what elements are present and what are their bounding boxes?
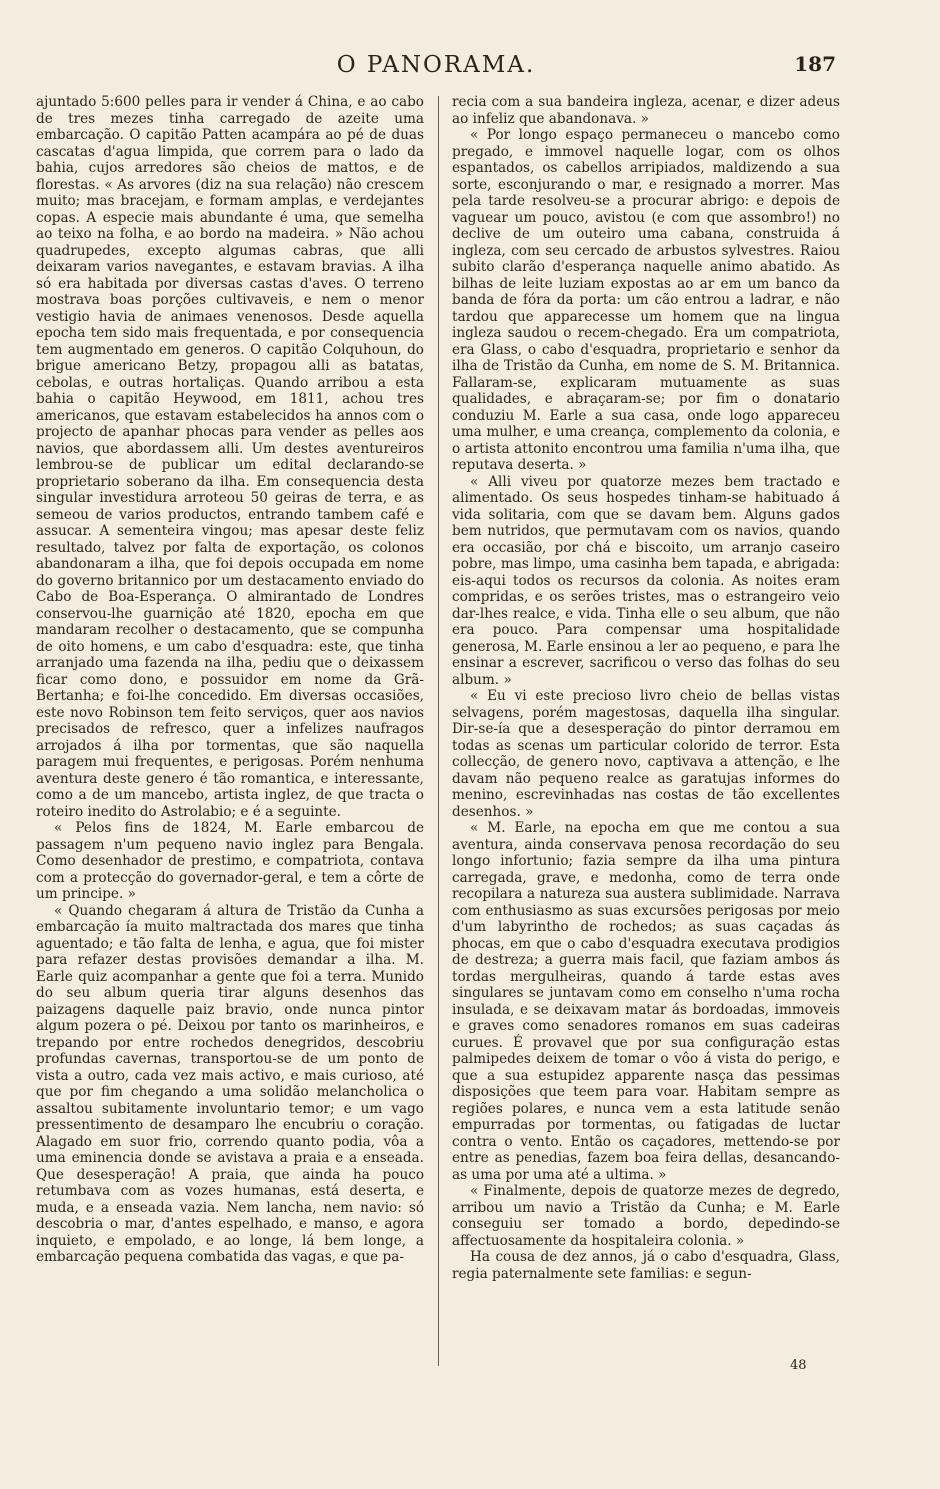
page-header [36,50,836,80]
paragraph: ajuntado 5:600 pelles para ir vender á China, e ao cabo de tres mezes tinha carregado de azeite uma embarcação. O capitão Patten acampára ao pé de duas cascatas d'agua limpida, que correm para o lado da bahia, cujos arredores são cheios de mattos, e de florestas. « As arvores (diz na sua relação) não crescem muito; mas bracejam, e formam amplas, e verdejantes copas. A especie mais abundante é uma, que semelha ao teixo na folha, e ao bordo na madeira. » Não achou quadrupedes, excepto algumas cabras, que alli deixaram varios navegantes, e estavam bravias. A ilha só era habitada por diversas castas d'aves. O terreno mostrava boas porções cultivaveis, e nem o menor vestigio havia de animaes venenosos. Desde aquella epocha tem sido mais frequentada, e por consequencia tem augmentado em generos. O capitão Colquhoun, do brigue americano Betzy, propagou alli as batatas, cebolas, e outras hortaliças. Quando arribou a esta bahia o capitão Heywood, em 1811, achou tres americanos, que estavam estabelecidos ha annos com o projecto de apanhar phocas para vender as pelles aos navios, que abordassem alli. Um destes aventureiros lembrou-se de publicar um edital declarando-se proprietario soberano da ilha. Em consequencia desta singular investidura arroteou 50 geiras de terra, e as semeou de varios productos, entrando tambem café e assucar. A sementeira vingou; mas apesar deste feliz resultado, talvez por falta de exportação, os colonos abandonaram a ilha, que foi depois occupada em nome do governo britannico por um destacamento enviado do Cabo de Boa-Esperança. O almirantado de Londres conservou-lhe guarnição até 1820, epocha em que mandaram recolher o destacamento, que se compunha de oito homens, e um cabo d'esquadra: este, que tinha arranjado uma fazenda na ilha, pediu que o deixassem ficar como dono, e possuidor em nome da Grã-Bertanha; e foi-lhe concedido. Em diversas occasiões, este novo Robinson tem feito serviços, quer aos navios precisados de refresco, quer a infelizes naufragos arrojados á ilha por tormentas, que são naquella paragem mui frequentes, e perigosas. Porém nenhuma aventura deste genero é tão romantica, e interessante, como a de um mancebo, artista inglez, de que tracta o roteiro inedito do Astrolabio; e é a seguinte. [36,94,424,820]
paragraph: « M. Earle, na epocha em que me contou a sua aventura, ainda conservava penosa recordação do seu longo infortunio; fazia sempre da ilha uma pintura carregada, grave, e medonha, como de terra onde recopilara a natureza sua austera sublimidade. Narrava com enthusiasmo as suas excursões perigosas por meio d'um labyrintho de rochedos; as suas caçadas ás phocas, em que o cabo d'esquadra executava prodigios de destreza; a guerra mais facil, que faziam ambos ás tordas mergulheiras, quando á tarde estas aves singulares se juntavam como em conselho n'uma rocha insulada, e se deixavam matar ás bordoadas, immoveis e graves como senadores romanos em suas cadeiras curues. É provavel que por sua configuração estas palmipedes deixem de tomar o vôo á vista do perigo, e que a sua estupidez apparente nasça das pessimas disposições que teem para voar. Habitam sempre as regiões polares, e nunca vem a esta latitude senão empurradas por tormentas, ou fatigadas de luctar contra o vento. Então os caçadores, mettendo-se por entre as penedias, fazem boa feira dellas, desancando-as uma por uma até a ultima. » [452,820,840,1183]
right-column [452,94,840,1282]
left-column [36,94,424,1266]
column-divider [438,96,439,1366]
paragraph: « Por longo espaço permaneceu o mancebo como pregado, e immovel naquelle logar, com os olhos espantados, os cabellos arripiados, maldizendo a sua sorte, esconjurando o mar, e resignado a morrer. Mas pela tarde resolveu-se a procurar abrigo: e depois de vaguear um pouco, avistou (e com que assombro!) no declive de um outeiro uma cabana, construida á ingleza, com seu cercado de arbustos sylvestres. Raiou subito clarão d'esperança naquelle animo abatido. As bilhas de leite luziam expostas ao ar em um banco da banda de fóra da porta: um cão entrou a ladrar, e não tardou que apparecesse um homem que na lingua ingleza saudou o recem-chegado. Era um compatriota, era Glass, o cabo d'esquadra, proprietario e senhor da ilha de Tristão da Cunha, em nome de S. M. Britannica. Fallaram-se, explicaram mutuamente as suas qualidades, e abraçaram-se; por fim o donatario conduziu M. Earle a sua casa, onde logo appareceu uma mulher, e uma creança, complemento da colonia, e o artista attonito encontrou uma familia n'uma ilha, que reputava deserta. » [452,127,840,473]
paragraph: « Quando chegaram á altura de Tristão da Cunha a embarcação ía muito maltractada dos mares que tinha aguentado; e tão falta de lenha, e agua, que foi mister para refazer destas provisões demandar a ilha. M. Earle quiz acompanhar a gente que foi a terra. Munido do seu album queria tirar alguns desenhos das paizagens daquelle paiz bravio, onde nunca pintor algum pozera o pé. Deixou por tanto os marinheiros, e trepando por entre rochedos denegridos, descobriu profundas cavernas, transportou-se de um ponto de vista a outro, cada vez mais activo, e mais curioso, até que por fim chegando a uma solidão melancholica o assaltou subitamente involuntario temor; e um vago pressentimento de desamparo lhe encubriu o coração. Alagado em suor frio, correndo quanto podia, vôa a uma eminencia donde se avistava a praia e a enseada. Que desesperação! A praia, que ainda ha pouco retumbava com as vozes humanas, está deserta, e muda, e a enseada vazia. Nem lancha, nem navio: só descobria o mar, d'antes espelhado, e manso, e agora inquieto, e empolado, e ao longe, lá bem longe, a embarcação pequena combatida das vagas, e que pa- [36,902,424,1265]
paragraph: « Alli viveu por quatorze mezes bem tractado e alimentado. Os seus hospedes tinham-se habituado á vida solitaria, com que se davam bem. Alguns gados bem nutridos, que permutavam com os navios, quando era occasião, por chá e biscoito, um arranjo caseiro pobre, mas limpo, uma casinha bem tapada, e abrigada: eis-aqui todos os recursos da colonia. As noites eram compridas, e os serões tristes, mas o estrangeiro veio dar-lhes realce, e vida. Tinha elle o seu album, que não era pouco. Para compensar uma hospitalidade generosa, M. Earle ensinou a ler ao pequeno, e para lhe ensinar a escrever, sacrificou o verso das folhas do seu album. » [452,473,840,688]
paragraph: « Eu vi este precioso livro cheio de bellas vistas selvagens, porém magestosas, daquella ilha singular. Dir-se-ía que a desesperação do pintor derramou em todas as scenas um particular colorido de terror. Esta collecção, de genero novo, captivava a attenção, e lhe davam não pequeno realce as garatujas informes do menino, escrevinhadas nas costas de tão excellentes desenhos. » [452,688,840,820]
paragraph: « Finalmente, depois de quatorze mezes de degredo, arribou um navio a Tristão da Cunha; e M. Earle conseguiu ser tomado a bordo, depedindo-se affectuosamente da hospitaleira colonia. » [452,1183,840,1249]
signature-mark: 48 [790,1358,807,1373]
running-title: O PANORAMA. [336,52,536,78]
paragraph: « Pelos fins de 1824, M. Earle embarcou de passagem n'um pequeno navio inglez para Bengala. Como desenhador de prestimo, e compatriota, contava com a protecção do governador-geral, e tem a côrte de um principe. » [36,820,424,902]
paragraph: Ha cousa de dez annos, já o cabo d'esquadra, Glass, regia paternalmente sete familias: e segun- [452,1249,840,1282]
paragraph: recia com a sua bandeira ingleza, acenar, e dizer adeus ao infeliz que abandonava. » [452,94,840,127]
page-number: 187 [794,52,836,76]
